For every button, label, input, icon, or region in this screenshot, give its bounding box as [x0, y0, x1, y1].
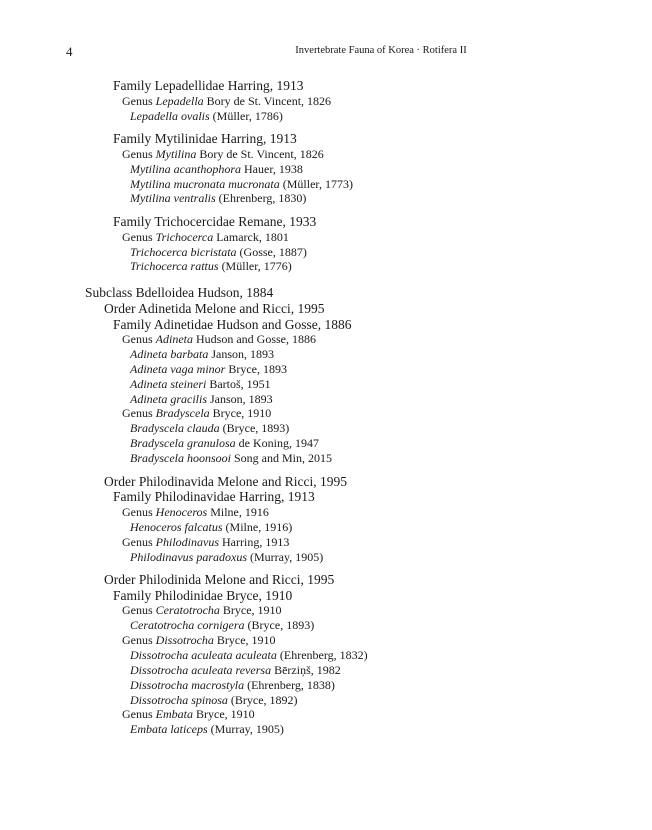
taxon-name: Adineta steineri [130, 376, 207, 391]
taxon-family [0, 131, 652, 147]
taxon-species [0, 678, 652, 693]
taxon-name: Adineta vaga minor [130, 362, 226, 377]
taxon-subclass [0, 284, 652, 301]
taxon-name: Adineta gracilis [130, 391, 207, 406]
taxon-authority: Bryce, 1910 [213, 633, 276, 648]
taxon-name: Dissotrocha aculeata aculeata [130, 648, 277, 663]
taxon-authority: Family Trichocercidae Remane, 1933 [113, 214, 317, 230]
taxon-species [0, 362, 652, 377]
rank-label: Genus [122, 406, 156, 421]
taxon-authority: Order Adinetida Melone and Ricci, 1995 [104, 301, 325, 317]
taxon-species [0, 550, 652, 565]
taxon-authority: (Murray, 1905) [247, 549, 324, 564]
taxon-name: Ceratotrocha cornigera [130, 618, 245, 633]
taxon-authority: Family Philodinavidae Harring, 1913 [113, 489, 315, 505]
taxon-genus [0, 603, 652, 618]
taxon-genus [0, 94, 652, 109]
taxon-species [0, 177, 652, 192]
taxon-species [0, 377, 652, 392]
taxon-authority: Harring, 1913 [219, 534, 290, 549]
rank-label: Genus [122, 332, 156, 347]
taxon-species [0, 347, 652, 362]
taxon-authority: Bryce, 1893 [225, 362, 287, 377]
taxon-family [0, 214, 652, 230]
taxon-authority: (Gosse, 1887) [236, 244, 307, 259]
taxon-name: Dissotrocha aculeata reversa [130, 663, 272, 678]
taxon-genus [0, 406, 652, 421]
taxon-species [0, 520, 652, 535]
taxon-authority: (Bryce, 1892) [227, 692, 298, 707]
taxon-genus [0, 332, 652, 347]
taxon-authority: Bory de St. Vincent, 1826 [203, 93, 332, 108]
taxon-name: Embata [155, 707, 194, 722]
taxon-name: Mytilina ventralis [130, 191, 216, 206]
taxon-authority: (Müller, 1773) [279, 176, 353, 191]
taxon-authority: Order Philodinida Melone and Ricci, 1995 [104, 572, 335, 588]
rank-label: Genus [122, 504, 156, 519]
taxon-species [0, 259, 652, 274]
taxon-name: Bradyscela [155, 406, 210, 421]
taxon-name: Mytilina [155, 146, 197, 161]
taxon-name: Embata laticeps [130, 722, 208, 737]
taxon-authority: Family Philodinidae Bryce, 1910 [113, 587, 293, 603]
taxon-list [0, 78, 652, 737]
taxon-authority: Bryce, 1910 [209, 406, 272, 421]
taxon-name: Henoceros falcatus [130, 519, 223, 534]
rank-label: Genus [122, 146, 156, 161]
taxon-name: Bradyscela granulosa [130, 436, 236, 451]
taxon-authority: (Ehrenberg, 1832) [276, 648, 368, 663]
taxon-name: Dissotrocha spinosa [130, 692, 228, 707]
page-header [66, 44, 586, 60]
taxon-genus [0, 147, 652, 162]
taxon-species [0, 245, 652, 260]
taxon-species [0, 663, 652, 678]
taxon-authority: Hauer, 1938 [241, 161, 303, 176]
taxon-name: Lepadella [155, 93, 204, 108]
taxon-name: Trichocerca bicristata [130, 244, 237, 259]
taxon-genus [0, 230, 652, 245]
taxon-authority: Bryce, 1910 [193, 707, 255, 722]
taxon-authority: Bryce, 1910 [219, 603, 282, 618]
taxon-order [0, 572, 652, 588]
taxon-authority: (Müller, 1786) [209, 108, 283, 123]
taxon-authority: Family Lepadellidae Harring, 1913 [113, 78, 304, 93]
taxon-family [0, 317, 652, 333]
taxon-authority: Family Mytilinidae Harring, 1913 [113, 131, 297, 147]
taxon-genus [0, 505, 652, 520]
taxon-family [0, 588, 652, 604]
taxon-name: Dissotrocha macrostyla [130, 677, 245, 692]
taxon-authority: Lamarck, 1801 [213, 229, 289, 244]
taxon-name: Bradyscela hoonsooi [130, 451, 231, 466]
taxon-species [0, 618, 652, 633]
taxon-authority: Bērziņš, 1982 [271, 663, 341, 678]
taxon-species [0, 109, 652, 124]
taxon-name: Philodinavus paradoxus [130, 549, 247, 564]
taxon-name: Trichocerca [155, 229, 214, 244]
taxon-name: Adineta barbata [130, 347, 209, 362]
taxon-name: Ceratotrocha [155, 603, 220, 618]
taxon-authority: (Ehrenberg, 1838) [244, 677, 335, 692]
taxon-family [0, 78, 652, 94]
taxon-species [0, 451, 652, 466]
taxon-authority: Milne, 1916 [207, 504, 269, 519]
taxon-name: Lepadella ovalis [130, 108, 210, 123]
running-title: Invertebrate Fauna of Korea · Rotifera II [295, 45, 467, 56]
taxon-species [0, 191, 652, 206]
taxon-order [0, 301, 652, 317]
rank-label: Genus [122, 633, 156, 648]
taxon-authority: (Murray, 1905) [207, 722, 284, 737]
rank-label: Genus [122, 534, 156, 549]
taxon-genus [0, 535, 652, 550]
rank-label: Genus [122, 707, 156, 722]
taxon-authority: Hudson and Gosse, 1886 [193, 332, 316, 347]
rank-label: Genus [122, 93, 156, 108]
taxon-authority: (Bryce, 1893) [244, 618, 315, 633]
taxon-name: Mytilina acanthophora [130, 161, 241, 176]
taxon-name: Adineta [155, 332, 193, 347]
taxon-authority: Subclass Bdelloidea Hudson, 1884 [85, 285, 274, 301]
taxon-authority: (Milne, 1916) [222, 519, 293, 534]
taxon-genus [0, 707, 652, 722]
taxon-authority: (Bryce, 1893) [219, 421, 290, 436]
taxon-species [0, 436, 652, 451]
taxon-name: Henoceros [155, 504, 208, 519]
taxon-species [0, 421, 652, 436]
rank-label: Genus [122, 229, 156, 244]
taxon-species [0, 722, 652, 737]
taxon-name: Bradyscela clauda [130, 421, 220, 436]
taxon-name: Trichocerca rattus [130, 259, 219, 274]
rank-label: Genus [122, 603, 156, 618]
taxon-name: Dissotrocha [155, 633, 214, 648]
page-number: 4 [66, 44, 73, 59]
taxon-name: Mytilina mucronata mucronata [130, 176, 280, 191]
taxon-name: Philodinavus [155, 534, 219, 549]
taxon-authority: Song and Min, 2015 [231, 451, 333, 466]
taxon-authority: Bory de St. Vincent, 1826 [196, 146, 324, 161]
taxon-species [0, 648, 652, 663]
taxon-order [0, 474, 652, 490]
taxon-authority: Bartoš, 1951 [206, 376, 271, 391]
taxon-authority: Janson, 1893 [207, 391, 273, 406]
taxon-family [0, 489, 652, 505]
taxon-species [0, 693, 652, 708]
taxon-authority: (Ehrenberg, 1830) [215, 191, 307, 206]
taxon-authority: Family Adinetidae Hudson and Gosse, 1886 [113, 316, 352, 332]
taxon-species [0, 392, 652, 407]
taxon-authority: de Koning, 1947 [235, 436, 319, 451]
taxon-authority: (Müller, 1776) [218, 259, 292, 274]
taxon-species [0, 162, 652, 177]
taxon-authority: Order Philodinavida Melone and Ricci, 1995 [104, 473, 347, 489]
taxon-authority: Janson, 1893 [208, 347, 274, 362]
taxon-genus [0, 633, 652, 648]
